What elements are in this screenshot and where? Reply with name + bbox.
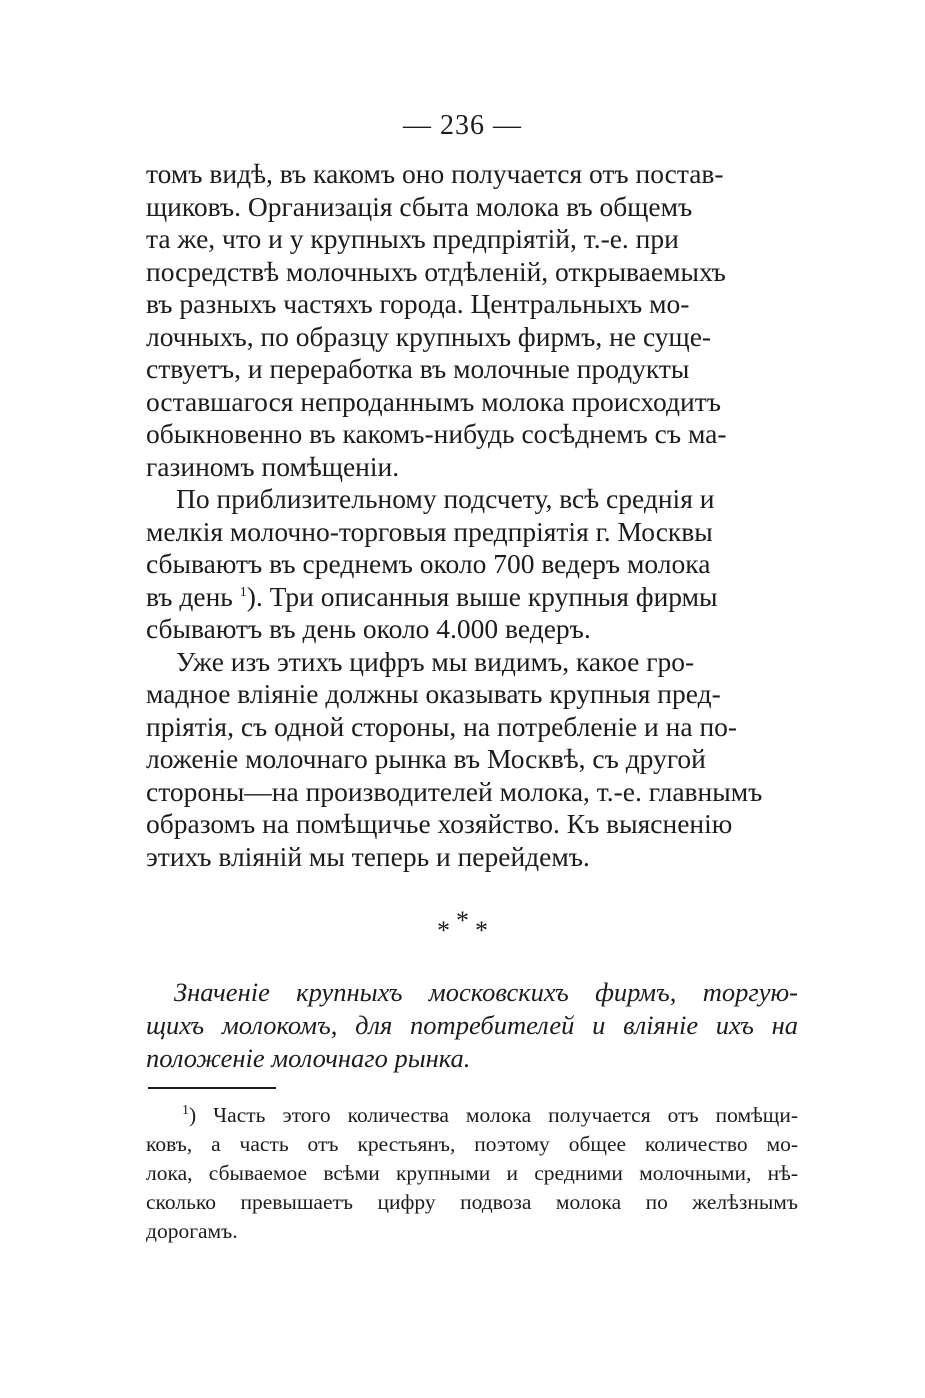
text-line: этихъ вліяній мы теперь и перейдемъ.	[146, 840, 590, 872]
text-line: По приблизительному подсчету, всѣ среднія и	[176, 483, 715, 514]
asterisk-left: *	[437, 916, 450, 945]
footnote-line: сколько превышаетъ цифру подвоза молока по желѣзнымъ	[146, 1190, 798, 1214]
footnote-line: ковъ, а часть отъ крестьянъ, поэтому общее количество мо-	[146, 1132, 798, 1156]
page-number: — 236 —	[403, 110, 522, 141]
body-text	[146, 158, 798, 873]
footnote	[146, 1101, 798, 1246]
asterisk-right: *	[475, 916, 488, 945]
text-line: мадное вліяніе должны оказывать крупныя пред-	[146, 678, 721, 709]
footnote-reference[interactable]: 1	[239, 584, 247, 600]
heading-line: щихъ молокомъ, для потребителей и вліяніе ихъ на	[146, 1010, 798, 1040]
text-line: лочныхъ, по образцу крупныхъ фирмъ, не суще-	[146, 320, 712, 352]
text-line-with-footnote-ref	[146, 581, 798, 614]
text-line: посредствѣ молочныхъ отдѣленій, открываемыхъ	[146, 255, 726, 287]
text-line: пріятія, съ одной стороны, на потребленіе и на по-	[146, 710, 738, 742]
heading-line: положеніе молочнаго рынка.	[146, 1043, 471, 1073]
heading-line: Значеніе крупныхъ московскихъ фирмъ, торгую-	[174, 977, 798, 1007]
paragraph-1	[146, 158, 798, 483]
text-fragment: ). Три описанныя выше крупныя фирмы	[246, 580, 718, 612]
text-line: Уже изъ этихъ цифръ мы видимъ, какое гро-	[176, 645, 695, 677]
text-fragment: въ день	[146, 580, 233, 612]
text-line: мелкія молочно-торговыя предпріятія г. Москвы	[146, 515, 713, 547]
footnote-separator	[148, 1087, 276, 1089]
footnote-line	[146, 1101, 798, 1130]
asterism-divider	[0, 906, 925, 945]
text-line: въ разныхъ частяхъ города. Центральныхъ мо-	[146, 288, 690, 319]
text-fragment: ) Часть этого количества молока получается отъ помѣщи-	[189, 1103, 798, 1127]
text-line: та же, что и у крупныхъ предпріятій, т.-е. при	[146, 223, 679, 254]
footnote-line: дорогамъ.	[146, 1219, 238, 1243]
text-line: газиномъ помѣщеніи.	[146, 450, 400, 482]
text-line: оставшагося непроданнымъ молока происходитъ	[146, 385, 721, 417]
text-line: обыкновенно въ какомъ-нибудь сосѣднемъ съ ма-	[146, 418, 727, 449]
footnote-marker: 1	[182, 1102, 189, 1118]
paragraph-2	[146, 483, 798, 646]
text-line: стороны—на производителей молока, т.-е. главнымъ	[146, 775, 763, 807]
text-line: щиковъ. Организація сбыта молока въ общемъ	[146, 190, 693, 222]
asterisk-top: *	[456, 906, 469, 935]
text-line: томъ видѣ, въ какомъ оно получается отъ постав-	[146, 158, 724, 189]
footnote-line: лока, сбываемое всѣми крупными и средними молочными, нѣ-	[146, 1161, 798, 1185]
text-line: ствуетъ, и переработка въ молочные продукты	[146, 353, 690, 384]
text-line: сбываютъ въ среднемъ около 700 ведеръ молока	[146, 548, 711, 579]
paragraph-3	[146, 646, 798, 874]
text-line: образомъ на помѣщичье хозяйство. Къ выясненію	[146, 808, 733, 839]
section-heading	[146, 976, 798, 1075]
text-line: сбываютъ въ день около 4.000 ведеръ.	[146, 613, 591, 644]
text-line: ложеніе молочнаго рынка въ Москвѣ, съ другой	[146, 743, 706, 774]
